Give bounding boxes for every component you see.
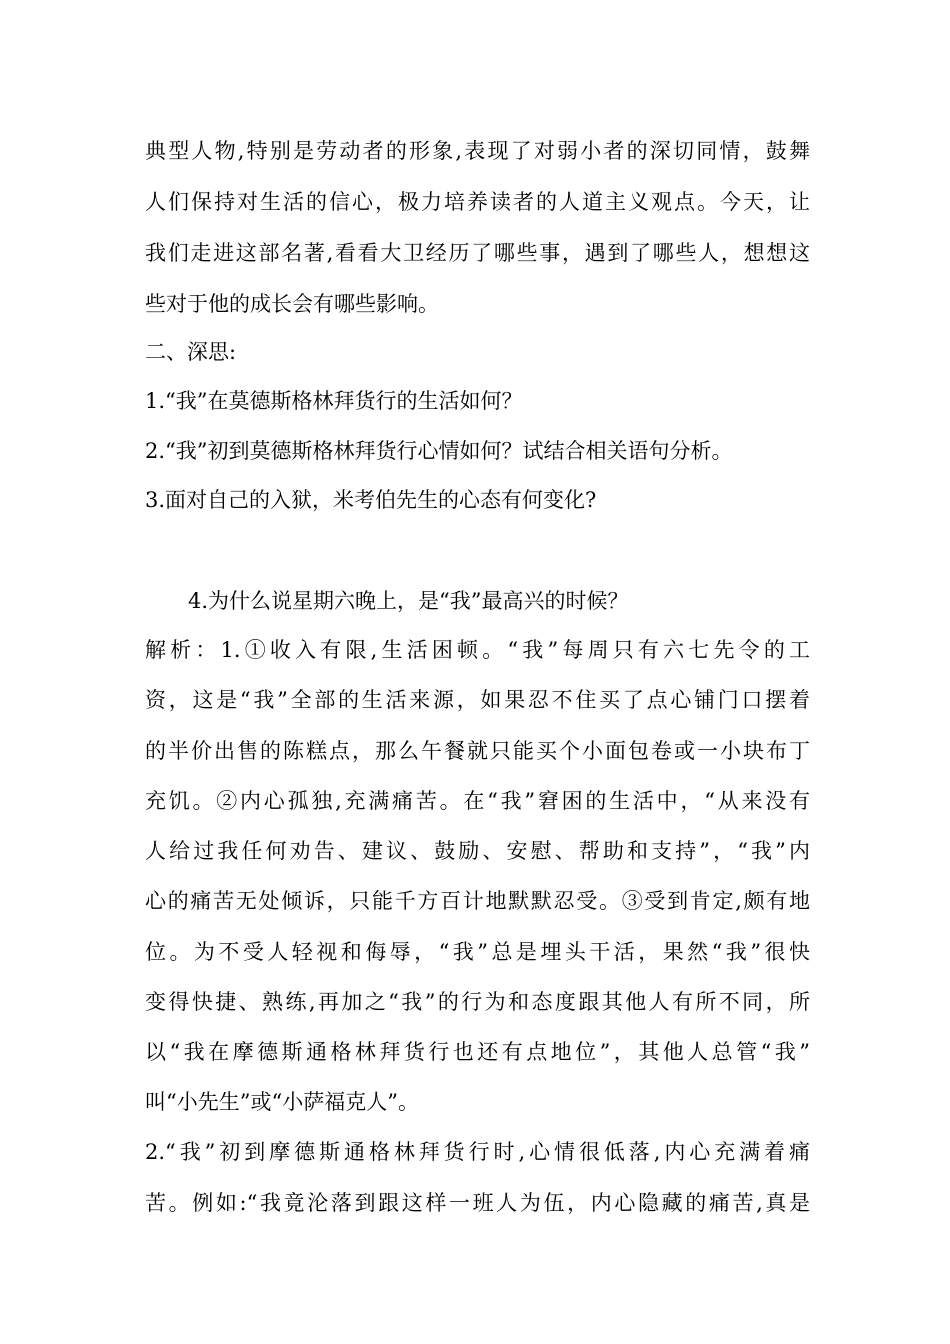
text-line: 以“我在摩德斯通格林拜货行也还有点地位”，其他人总管“我”	[145, 1040, 810, 1064]
answer-heading-line: 解析：1.①收入有限,生活困顿。“我”每周只有六七先令的工	[145, 638, 810, 662]
section-heading: 二、深思:	[145, 340, 237, 364]
question-3: 3.面对自己的入狱，米考伯先生的心态有何变化?	[145, 488, 597, 512]
text-line: 人给过我任何劝告、建议、鼓励、安慰、帮助和支持”，“我”内	[145, 839, 810, 863]
text-line: 变得快捷、熟练,再加之“我”的行为和态度跟其他人有所不同，所	[145, 990, 810, 1014]
text-line: 资，这是“我”全部的生活来源，如果忍不住买了点心铺门口摆着	[145, 688, 810, 712]
text-line: 心的痛苦无处倾诉，只能千方百计地默默忍受。③受到肯定,颇有地	[145, 889, 810, 913]
question-2: 2.“我”初到莫德斯格林拜货行心情如何？试结合相关语句分析。	[145, 439, 733, 463]
text-line: 的半价出售的陈糕点，那么午餐就只能买个小面包卷或一小块布丁	[145, 739, 810, 763]
text-line: 我们走进这部名著,看看大卫经历了哪些事，遇到了哪些人，想想这	[145, 241, 810, 265]
text-line: 充饥。②内心孤独,充满痛苦。在“我”窘困的生活中，“从来没有	[145, 789, 810, 813]
text-line: 苦。例如:“我竟沦落到跟这样一班人为伍，内心隐藏的痛苦,真是	[145, 1191, 810, 1215]
text-line: 位。为不受人轻视和侮辱，“我”总是埋头干活，果然“我”很快	[145, 940, 810, 964]
text-line: 人们保持对生活的信心，极力培养读者的人道主义观点。今天，让	[145, 190, 810, 214]
text-line: 些对于他的成长会有哪些影响。	[145, 292, 439, 316]
question-4: 4.为什么说星期六晚上，是“我”最高兴的时候？	[188, 589, 629, 613]
text-line: 2.“我”初到摩德斯通格林拜货行时,心情很低落,内心充满着痛	[145, 1140, 810, 1164]
question-1: 1.“我”在莫德斯格林拜货行的生活如何？	[145, 389, 523, 413]
text-line: 典型人物,特别是劳动者的形象,表现了对弱小者的深切同情，鼓舞	[145, 139, 810, 163]
text-line: 叫“小先生”或“小萨福克人”。	[145, 1090, 419, 1114]
